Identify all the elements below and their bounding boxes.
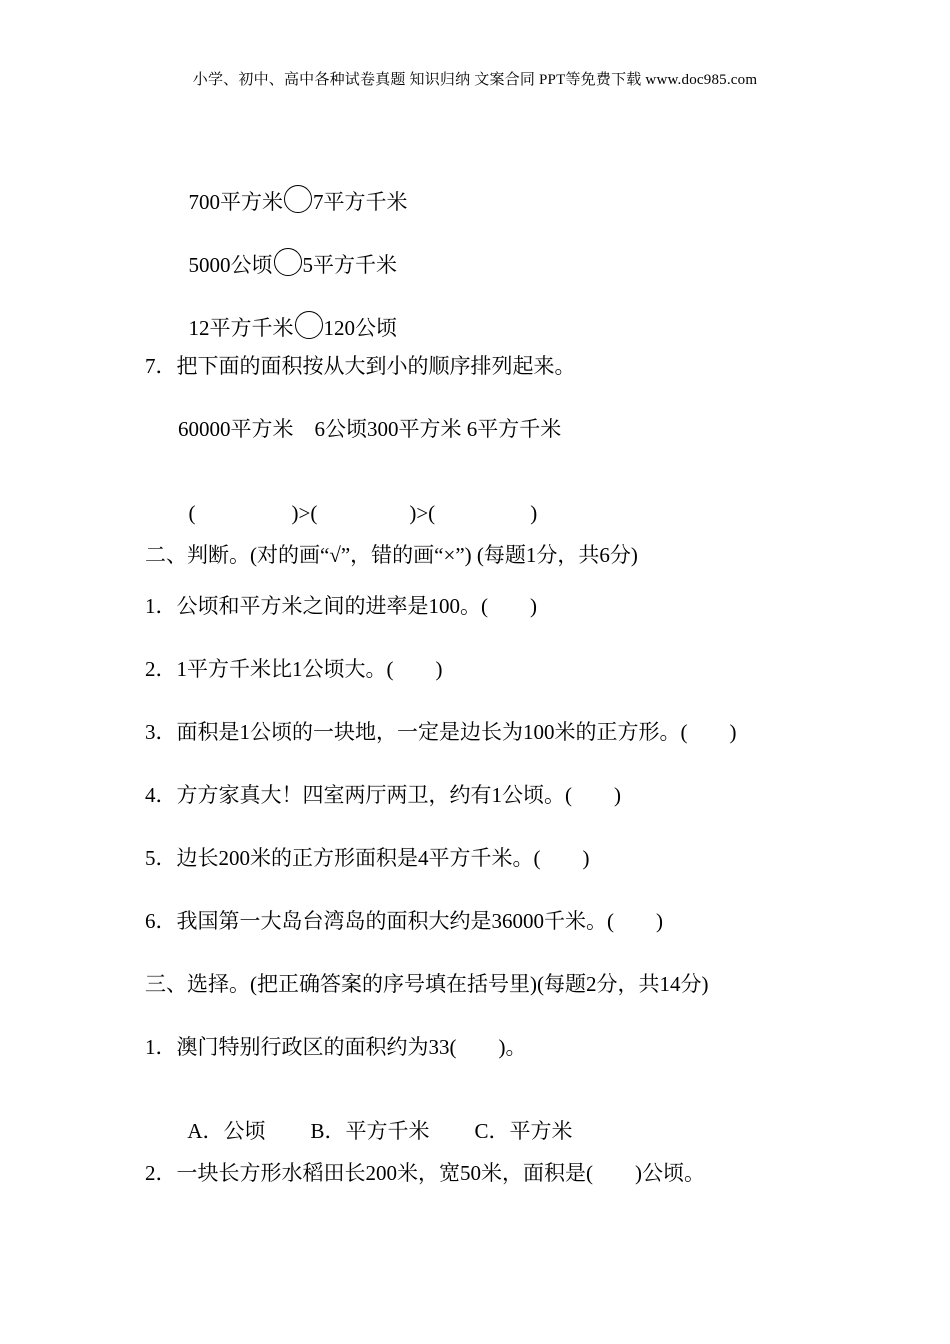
compare-right: 120公顷 — [323, 316, 397, 340]
option-a: A．公顷 — [187, 1119, 266, 1143]
compare-left: 700平方米 — [188, 190, 283, 214]
judge-item-4: 4．方方家真大！四室两厅两卫，约有1公顷。( ) — [145, 783, 621, 807]
judge-item-2: 2．1平方千米比1公顷大。( ) — [145, 657, 443, 681]
compare-circle-blank[interactable] — [295, 311, 323, 339]
judge-item-6: 6．我国第一大岛台湾岛的面积大约是36000千米。( ) — [145, 909, 663, 933]
compare-circle-blank[interactable] — [274, 248, 302, 276]
compare-left: 12平方千米 — [188, 316, 294, 340]
compare-row-1 — [178, 164, 408, 213]
choice-q1: 1．澳门特别行政区的面积约为33( )。 — [145, 1035, 527, 1059]
section-2-title: 二、判断。(对的画“√”，错的画“×”) (每题1分，共6分) — [145, 543, 638, 567]
paren-close: ) — [530, 501, 538, 525]
compare-right: 5平方千米 — [302, 253, 397, 277]
greater-than-sep: )>( — [409, 501, 436, 525]
page-header: 小学、初中、高中各种试卷真题 知识归纳 文案合同 PPT等免费下载 www.doc985.com — [192, 72, 758, 88]
compare-circle-blank[interactable] — [284, 185, 312, 213]
option-c: C．平方米 — [474, 1119, 573, 1143]
judge-item-3: 3．面积是1公顷的一块地，一定是边长为100米的正方形。( ) — [145, 720, 737, 744]
q7-title: 7．把下面的面积按从大到小的顺序排列起来。 — [145, 354, 576, 378]
greater-than-sep: )>( — [291, 501, 318, 525]
choice-q2: 2．一块长方形水稻田长200米，宽50米，面积是( )公顷。 — [145, 1161, 705, 1185]
paren-open: ( — [188, 501, 196, 525]
compare-left: 5000公顷 — [188, 253, 273, 277]
section-3-title: 三、选择。(把正确答案的序号填在括号里)(每题2分，共14分) — [145, 972, 709, 996]
q7-items: 60000平方米 6公顷300平方米 6平方千米 — [178, 417, 562, 441]
compare-row-3 — [178, 290, 397, 339]
compare-right: 7平方千米 — [313, 190, 408, 214]
judge-item-5: 5．边长200米的正方形面积是4平方千米。( ) — [145, 846, 590, 870]
option-b: B．平方千米 — [310, 1119, 430, 1143]
q7-order-blanks — [178, 482, 537, 524]
compare-row-2 — [178, 227, 397, 276]
judge-item-1: 1．公顷和平方米之间的进率是100。( ) — [145, 594, 537, 618]
choice-q1-options — [178, 1100, 573, 1142]
